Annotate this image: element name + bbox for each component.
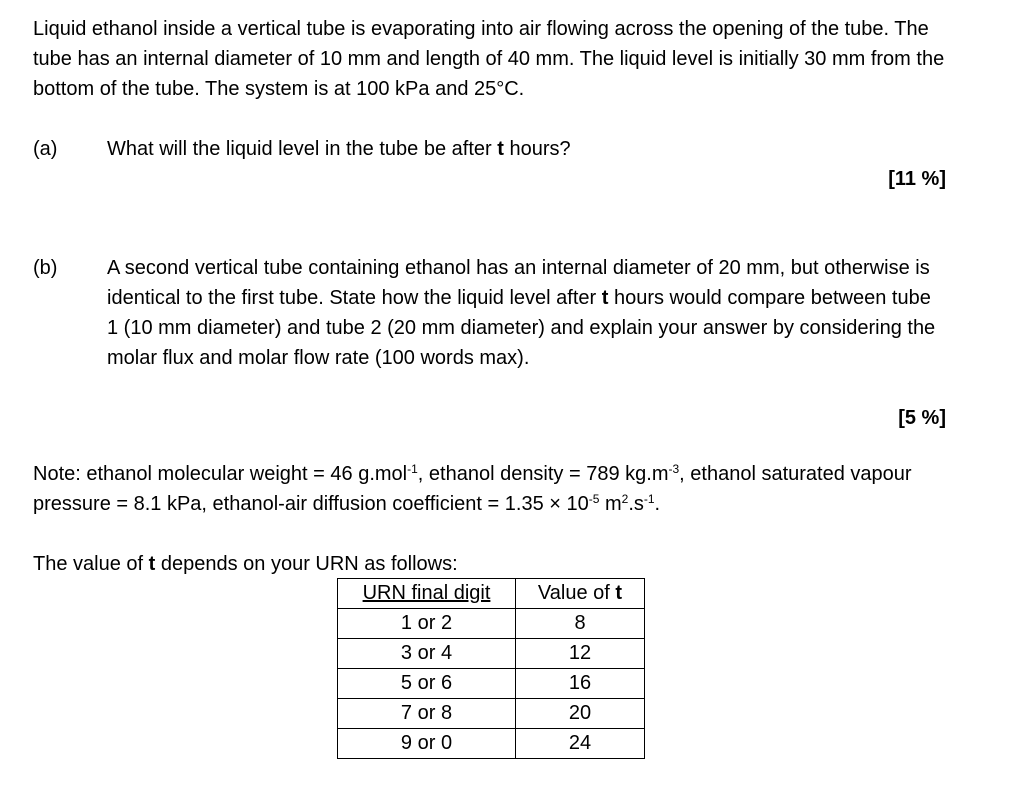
t-value-intro [33,549,458,579]
note-sup-1: -1 [407,462,418,476]
note-text-3: , ethanol saturated vapour pressure = 8.1 kPa, ethanol-air diffusion coefficient = 1.35 × 10 [33,463,912,515]
table-row [338,669,645,699]
header-urn-label: URN final digit [362,582,491,604]
table-row [338,729,645,759]
header-urn-final-digit [338,579,516,609]
urn-digit-cell: 1 or 2 [338,609,516,639]
t-value-cell: 20 [516,699,645,729]
note-text-4: m [599,493,622,515]
part-b-variable-t: t [601,287,609,309]
table-row [338,699,645,729]
t-value-cell: 16 [516,669,645,699]
header-value-label: Value of [537,582,616,604]
t-value-cell: 8 [516,609,645,639]
table-row [338,609,645,639]
note-sup-2: -3 [668,462,680,476]
t-value-cell: 24 [516,729,645,759]
note-text-1: Note: ethanol molecular weight = 46 g.mol [33,463,408,485]
t-line-text-1: The value of [33,553,149,575]
part-b-text-1: A second vertical tube containing ethanol has an internal diameter of 20 mm, but otherwise is identical to the first tube. State how the liquid level after [107,257,930,309]
note-sup-5: -1 [643,492,655,506]
part-a-text-2: hours? [503,138,571,160]
note-sup-3: -5 [588,492,600,506]
part-a-question [107,134,967,164]
note-text-5: .s [628,493,644,515]
part-a-variable-t: t [497,138,504,160]
part-b-text-2: hours would compare between tube 1 (10 mm diameter) and tube 2 (20 mm diameter) and explain your answer by considering the molar flux and molar flow rate (100 words max). [107,287,936,369]
problem-intro: Liquid ethanol inside a vertical tube is evaporating into air flowing across the opening of the tube. The tube has an internal diameter of 10 mm and length of 40 mm. The liquid level is initially 30 mm from the bottom of the tube. The system is at 100 kPa and 25°C. [33,18,945,100]
header-variable-t: t [615,582,623,604]
note-text-6: . [654,493,661,515]
urn-digit-cell: 7 or 8 [338,699,516,729]
header-value-of-t [516,579,645,609]
urn-digit-cell: 3 or 4 [338,639,516,669]
urn-table [337,578,645,759]
table-row [338,639,645,669]
part-b-label: (b) [33,257,58,279]
t-line-text-2: depends on your URN as follows: [155,553,458,575]
note-sup-4: 2 [621,492,629,506]
part-b-question [107,253,947,373]
part-a-label: (a) [33,138,58,160]
constants-note [33,459,973,519]
note-text-2: , ethanol density = 789 kg.m [417,463,669,485]
part-b-marks: [5 %] [898,407,946,429]
part-a-marks: [11 %] [888,168,946,190]
part-a-text-1: What will the liquid level in the tube be after [107,138,498,160]
urn-digit-cell: 5 or 6 [338,669,516,699]
t-value-cell: 12 [516,639,645,669]
table-header-row [338,579,645,609]
t-line-variable-t: t [148,553,156,575]
urn-digit-cell: 9 or 0 [338,729,516,759]
